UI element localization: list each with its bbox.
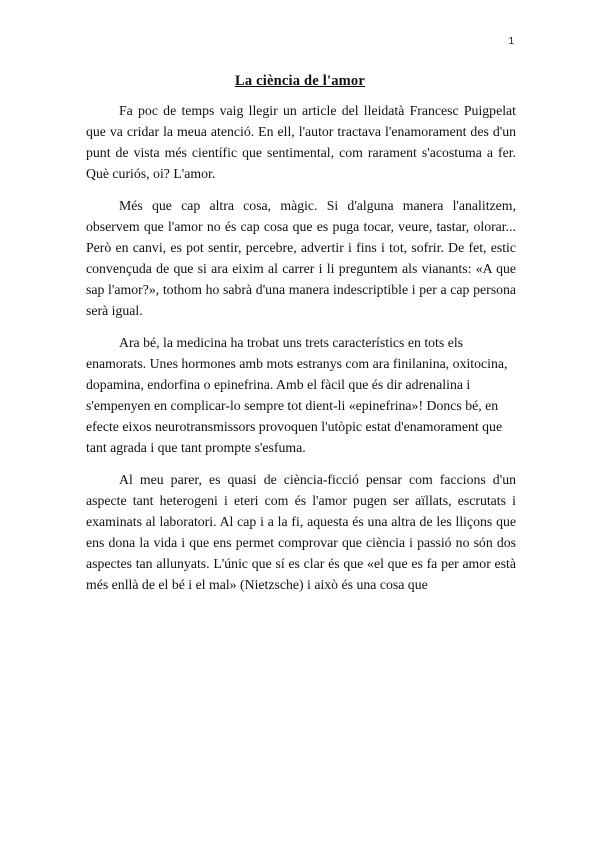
document-title: La ciència de l'amor (234, 73, 366, 89)
paragraph-3: Ara bé, la medicina ha trobat uns trets característics en tots els enamorats. Unes hormones amb mots estranys com ara finilanina, oxitocina, dopamina, endorfina o epinefrina. Amb el fàcil que és dir adrenalina i s'empenyen en complicar-lo sempre tot dient-li «epinefrina»! Doncs bé, en efecte eixos neurotransmissors provoquen l'utòpic estat d'enamorament que tant agrada i que tant prompte s'esfuma. (86, 335, 508, 455)
document-body (86, 100, 516, 606)
page-number: 1 (508, 36, 514, 47)
paragraph-2: Més que cap altra cosa, màgic. Si d'alguna manera l'analitzem, observem que l'amor no és cap cosa que es puga tocar, veure, tastar, olorar... Però en canvi, es pot sentir, percebre, advertir i fins i tot, sofrir. De fet, estic convençuda de que si ara eixim al carrer i li preguntem als vianants: «A que sap l'amor?», tothom ho sabrà d'una manera indescriptible i per a cap persona serà igual. (86, 198, 516, 318)
paragraph-4: Al meu parer, es quasi de ciència-ficció pensar com faccions d'un aspecte tant heterogeni i eteri com és l'amor pugen ser aïllats, escrutats i examinats al laboratori. Al cap i a la fi, aquesta és una altra de les lliçons que ens dona la vida i que ens permet comprovar que ciència i passió no són dos aspectes tan allunyats. L'únic que sí es clar és que «el que es fa per amor està més enllà de el bé i el mal» (Nietzsche) i això és una cosa que (86, 472, 516, 592)
paragraph-1: Fa poc de temps vaig llegir un article del lleidatà Francesc Puigpelat que va cridar la meua atenció. En ell, l'autor tractava l'enamorament des d'un punt de vista més científic que sentimental, com rarament s'acostuma a fer. Què curiós, oi? L'amor. (86, 103, 516, 181)
